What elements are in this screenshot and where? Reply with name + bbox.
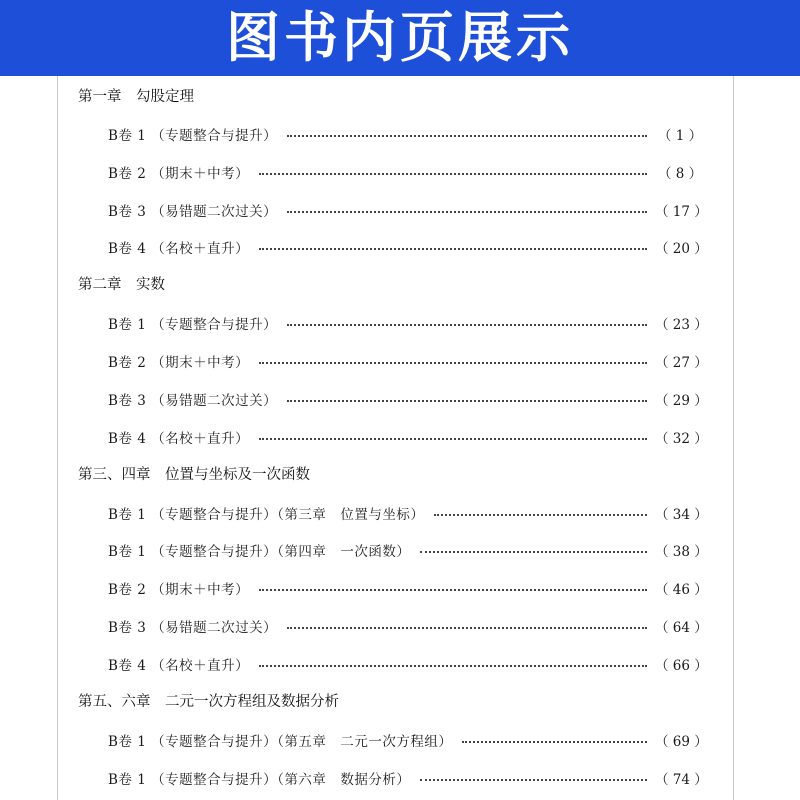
dot-leader <box>287 627 647 629</box>
entry-label: B卷 4 （名校＋直升） <box>108 658 250 674</box>
dot-leader <box>287 324 647 326</box>
page-banner <box>0 0 800 76</box>
entry-page-number: （ 34 ） <box>655 507 708 523</box>
dot-leader <box>287 211 647 213</box>
dot-leader <box>259 589 647 591</box>
chapter-title: 第一章 勾股定理 <box>78 89 194 105</box>
toc-entry <box>108 503 708 523</box>
chapter-title: 第二章 实数 <box>78 277 165 293</box>
toc-entry <box>108 313 708 333</box>
entry-page-number: （ 8 ） <box>657 166 703 182</box>
chapter-title: 第三、四章 位置与坐标及一次函数 <box>78 467 310 483</box>
dot-leader <box>259 362 647 364</box>
entry-label: B卷 3 （易错题二次过关） <box>108 393 278 409</box>
entry-page-number: （ 38 ） <box>655 544 708 560</box>
toc-entry <box>108 427 708 447</box>
dot-leader <box>420 551 647 553</box>
entry-page-number: （ 32 ） <box>655 431 708 447</box>
entry-label: B卷 1 （专题整合与提升） <box>108 128 278 144</box>
chapter-title: 第五、六章 二元一次方程组及数据分析 <box>78 694 339 710</box>
dot-leader <box>287 135 647 137</box>
entry-label: B卷 2 （期末＋中考） <box>108 355 250 371</box>
toc-entry <box>108 200 708 220</box>
entry-page-number: （ 29 ） <box>655 393 708 409</box>
dot-leader <box>420 779 647 781</box>
entry-label: B卷 1 （专题整合与提升）（第三章 位置与坐标） <box>108 507 425 523</box>
entry-page-number: （ 23 ） <box>655 317 708 333</box>
entry-page-number: （ 66 ） <box>655 658 708 674</box>
entry-label: B卷 4 （名校＋直升） <box>108 241 250 257</box>
toc-entry <box>108 654 708 674</box>
dot-leader <box>259 173 647 175</box>
entry-page-number: （ 20 ） <box>655 241 708 257</box>
entry-page-number: （ 17 ） <box>655 204 708 220</box>
dot-leader <box>259 248 647 250</box>
toc-entry <box>108 540 708 560</box>
entry-label: B卷 2 （期末＋中考） <box>108 166 250 182</box>
entry-page-number: （ 64 ） <box>655 620 708 636</box>
dot-leader <box>434 514 647 516</box>
entry-label: B卷 1 （专题整合与提升）（第六章 数据分析） <box>108 772 411 788</box>
page-left-edge <box>57 76 58 800</box>
toc-entry <box>108 616 708 636</box>
entry-label: B卷 3 （易错题二次过关） <box>108 204 278 220</box>
entry-label: B卷 1 （专题整合与提升） <box>108 317 278 333</box>
entry-label: B卷 1 （专题整合与提升）（第四章 一次函数） <box>108 544 411 560</box>
toc-entry <box>108 124 705 144</box>
entry-page-number: （ 27 ） <box>655 355 708 371</box>
entry-label: B卷 3 （易错题二次过关） <box>108 620 278 636</box>
banner-title: 图书内页展示 <box>226 6 574 69</box>
toc-entry <box>108 237 708 257</box>
toc-entry <box>108 578 708 598</box>
toc-entry <box>108 768 708 788</box>
toc-entry <box>108 389 708 409</box>
entry-label: B卷 2 （期末＋中考） <box>108 582 250 598</box>
dot-leader <box>462 741 647 743</box>
toc-entry <box>108 351 708 371</box>
dot-leader <box>259 665 647 667</box>
entry-page-number: （ 69 ） <box>655 734 708 750</box>
entry-label: B卷 1 （专题整合与提升）（第五章 二元一次方程组） <box>108 734 453 750</box>
entry-page-number: （ 74 ） <box>655 772 708 788</box>
entry-page-number: （ 1 ） <box>657 128 703 144</box>
dot-leader <box>259 438 647 440</box>
entry-page-number: （ 46 ） <box>655 582 708 598</box>
toc-entry <box>108 730 708 750</box>
book-page <box>0 76 800 800</box>
page-right-edge <box>733 76 734 800</box>
toc-entry <box>108 162 705 182</box>
dot-leader <box>287 400 647 402</box>
entry-label: B卷 4 （名校＋直升） <box>108 431 250 447</box>
